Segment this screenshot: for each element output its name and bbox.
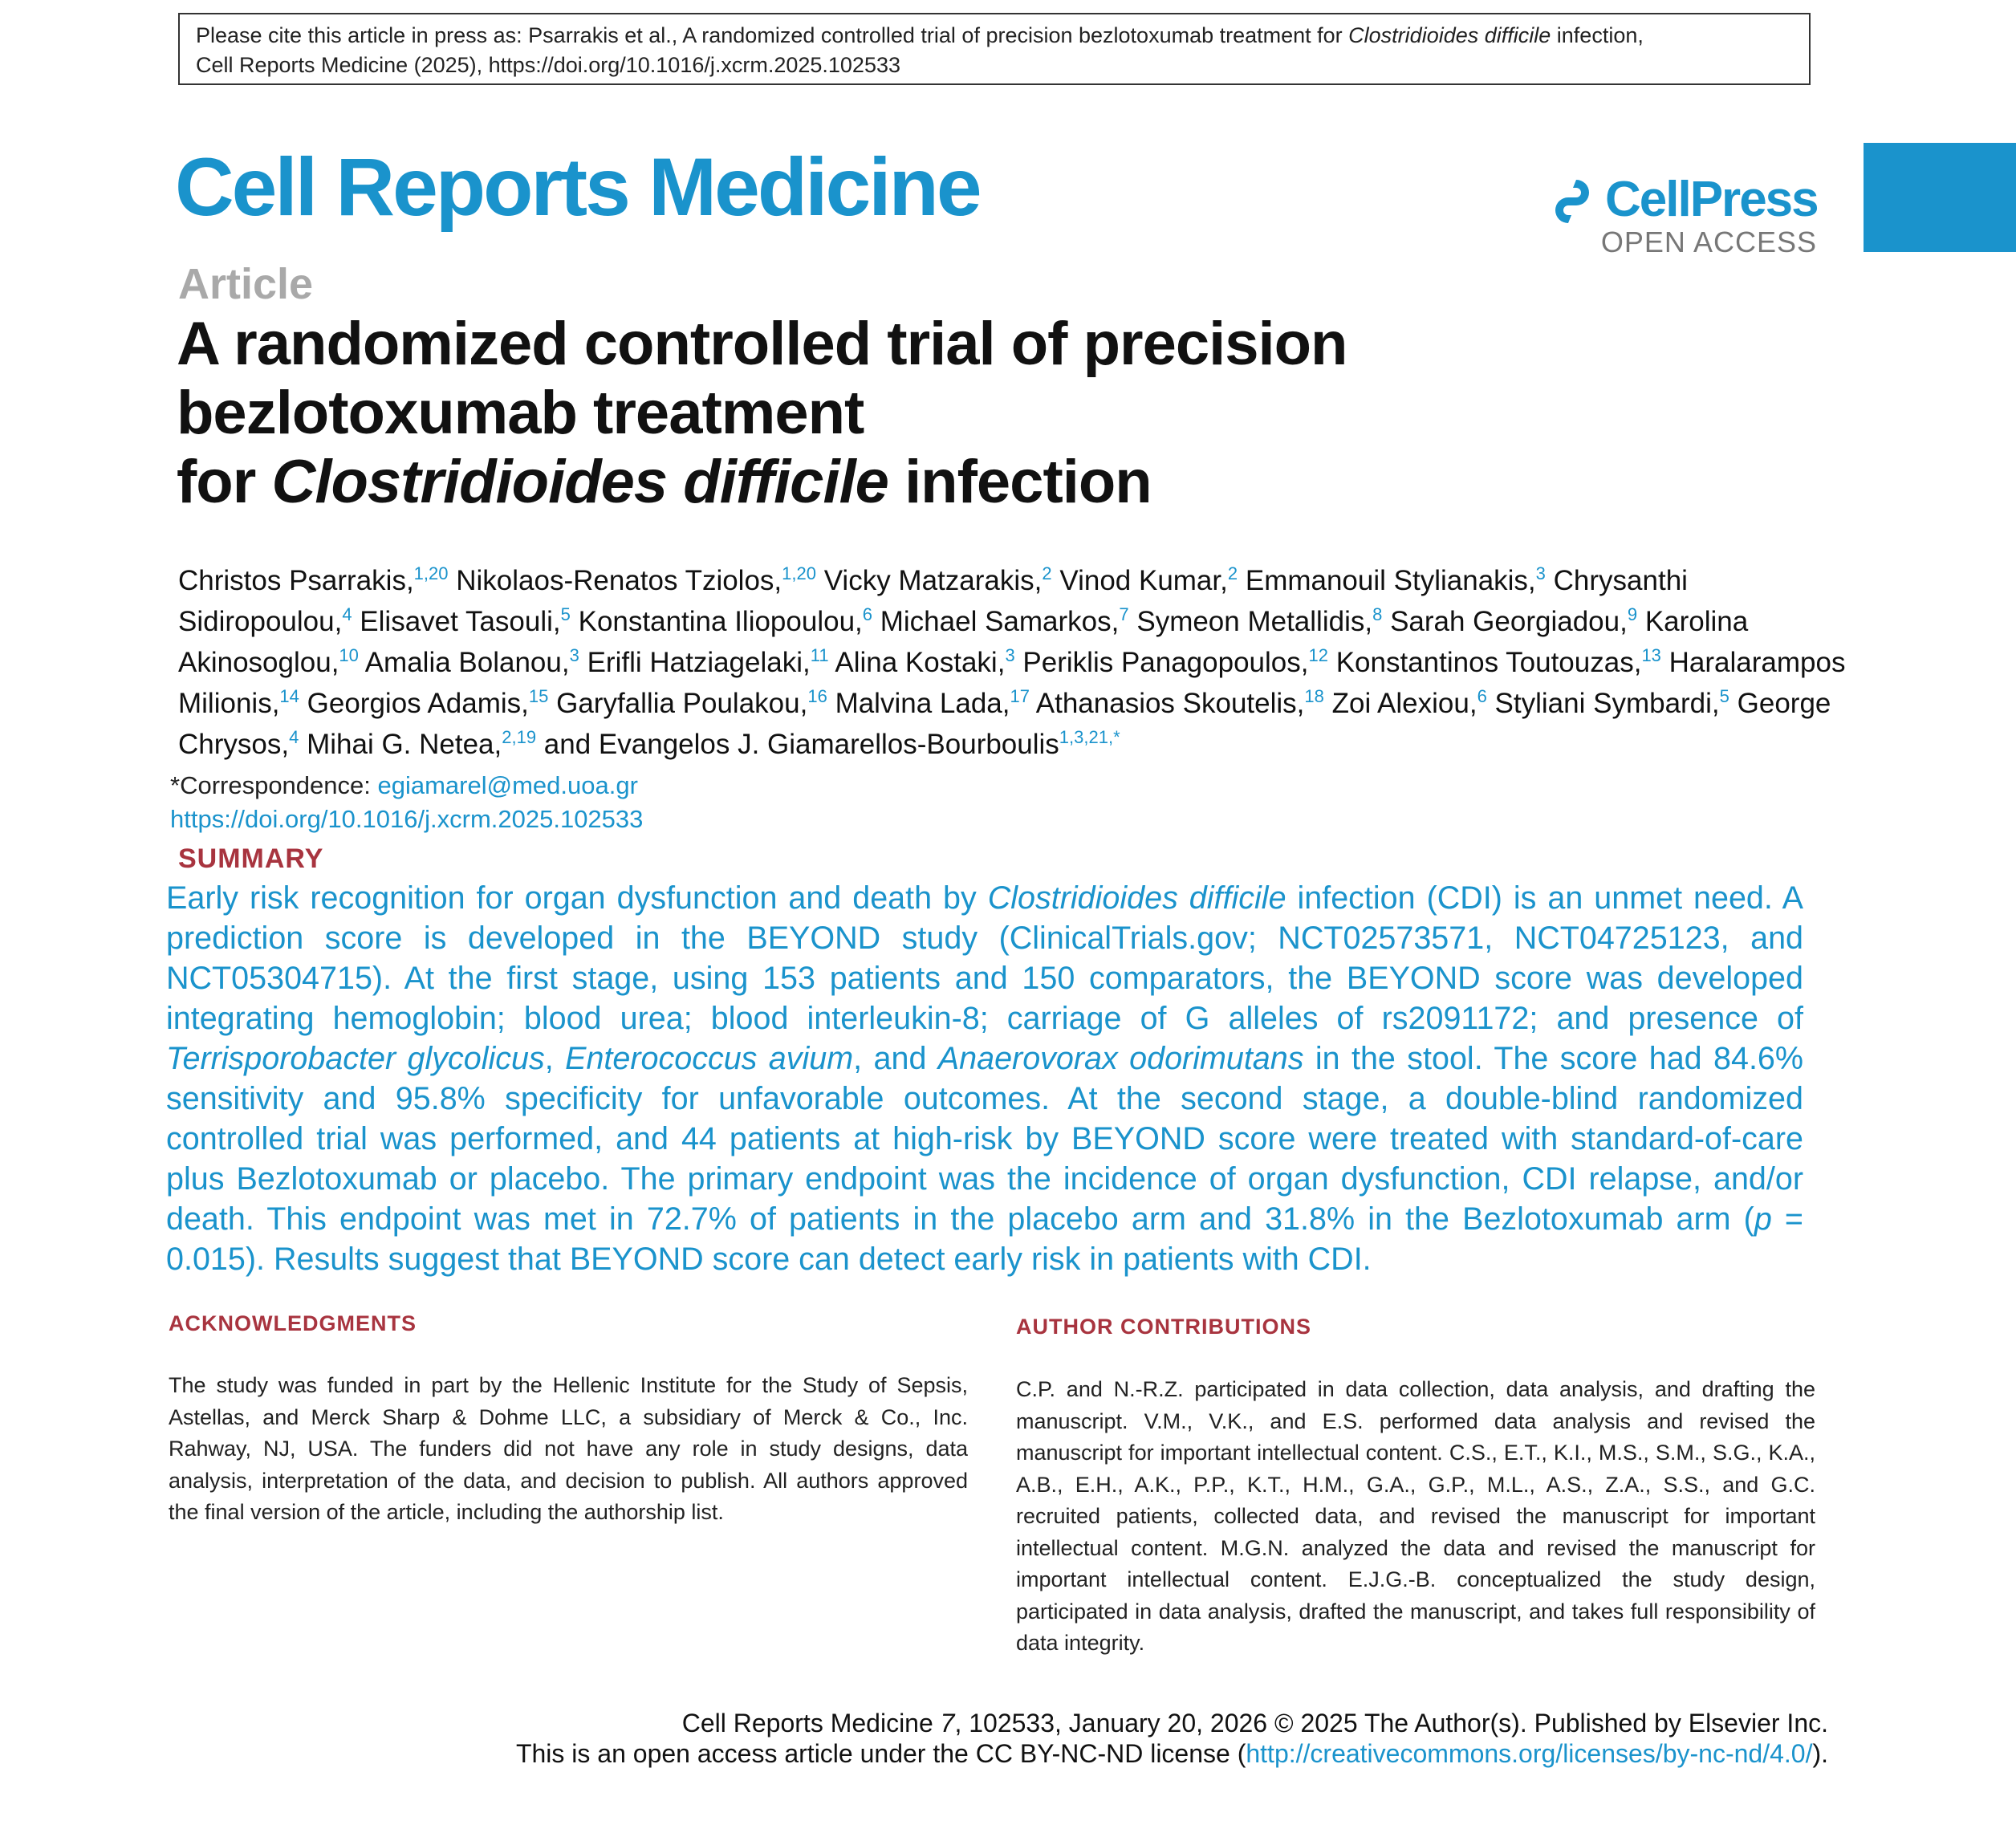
author-affiliation[interactable]: 14: [279, 686, 299, 706]
summary-italic: Enterococcus avium: [565, 1041, 854, 1076]
author-name: Periklis Panagopoulos,: [1022, 647, 1309, 678]
title-line-3b: infection: [888, 448, 1152, 516]
author-name: Alina Kostaki,: [835, 647, 1006, 678]
author-contributions-heading: AUTHOR CONTRIBUTIONS: [1016, 1315, 1311, 1339]
citation-line2: Cell Reports Medicine (2025), https://doi.org/10.1016/j.xcrm.2025.102533: [196, 53, 901, 77]
author-affiliation[interactable]: 3: [1005, 645, 1015, 665]
summary-italic: Clostridioides difficile: [987, 880, 1286, 916]
author-affiliation[interactable]: 10: [339, 645, 359, 665]
author-affiliation[interactable]: 6: [1477, 686, 1487, 706]
author-affiliation[interactable]: 5: [560, 604, 571, 624]
author-affiliation[interactable]: 1,20: [782, 563, 816, 583]
author-affiliation[interactable]: 13: [1641, 645, 1661, 665]
author-affiliation[interactable]: 4: [342, 604, 352, 624]
author-name: Amalia Bolanou,: [364, 647, 570, 678]
author-affiliation[interactable]: 3: [1535, 563, 1546, 583]
citation-prefix: Please cite this article in press as: Psarrakis et al., A randomized controlled trial of precision bezlotoxumab treatment for: [196, 23, 1349, 47]
footer-volume: 7: [940, 1709, 955, 1737]
author-name: Michael Samarkos,: [880, 606, 1120, 637]
correspondence: [170, 769, 643, 836]
author-name: Vinod Kumar,: [1059, 565, 1228, 596]
author-affiliation[interactable]: 17: [1010, 686, 1030, 706]
footer-journal: Cell Reports Medicine: [681, 1709, 941, 1737]
author-name: Zoi Alexiou,: [1331, 688, 1477, 719]
citation-suffix: infection,: [1551, 23, 1644, 47]
author-affiliation[interactable]: 15: [528, 686, 549, 706]
author-name: Malvina Lada,: [835, 688, 1010, 719]
title-line-3: [177, 448, 1701, 517]
author-name: Symeon Metallidis,: [1136, 606, 1373, 637]
author-affiliation[interactable]: 5: [1719, 686, 1729, 706]
summary-text: [166, 878, 1803, 1279]
title-line-2: bezlotoxumab treatment: [177, 379, 864, 447]
author-name: Styliani Symbardi,: [1494, 688, 1720, 719]
summary-part: in the stool. The score had 84.6% sensitivity and 95.8% specificity for unfavorable outcomes. At the second stage, a double-blind randomized controlled trial was performed, and 44 patients at high-risk by BEYOND score were treated with standard-of-care plus Bezlotoxumab or placebo. The primary endpoint was the incidence of organ dysfunction, CDI relapse, and/or death. This endpoint was met in 72.7% of patients in the placebo arm and 31.8% in the Bezlotoxumab arm (: [166, 1041, 1804, 1237]
citation-italic: Clostridioides difficile: [1348, 23, 1551, 47]
author-name: Georgios Adamis,: [307, 688, 529, 719]
acknowledgments-text: The study was funded in part by the Hellenic Institute for the Study of Sepsis, Astellas, and Merck Sharp & Dohme LLC, a subsidiary of Merck & Co., Inc. Rahway, NJ, USA. The funders did not have any role in study designs, data analysis, interpretation of the data, and decision to publish. All authors approved the final version of the article, including the authorship list.: [169, 1373, 968, 1524]
title-line-1: A randomized controlled trial of precision: [177, 310, 1347, 378]
author-affiliation[interactable]: 1,3,21,*: [1059, 727, 1120, 747]
author-affiliation[interactable]: 6: [862, 604, 873, 624]
author-affiliation[interactable]: 7: [1119, 604, 1129, 624]
summary-part: , and: [853, 1041, 938, 1076]
author-affiliation[interactable]: 2: [1042, 563, 1052, 583]
cellpress-name: CellPress: [1605, 172, 1818, 227]
author-affiliation[interactable]: 18: [1304, 686, 1324, 706]
footer-license-text: This is an open access article under the CC BY-NC-ND license (: [515, 1739, 1246, 1768]
title-italic: Clostridioides difficile: [271, 448, 888, 516]
summary-italic: Terrisporobacter glycolicus: [166, 1041, 545, 1076]
author-name: George Chrysos,: [178, 688, 1831, 760]
author-name: Konstantina Iliopoulou,: [578, 606, 863, 637]
author-list: [178, 557, 1847, 762]
title-line-3a: for: [177, 448, 272, 516]
author-affiliation[interactable]: 11: [810, 645, 829, 665]
author-affiliation[interactable]: 3: [569, 645, 579, 665]
summary-italic: p: [1754, 1201, 1772, 1237]
cellpress-logo[interactable]: [1544, 165, 1817, 270]
correspondence-label: *Correspondence:: [170, 771, 378, 799]
author-name: Konstantinos Toutouzas,: [1335, 647, 1642, 678]
author-affiliation[interactable]: 1,20: [413, 563, 449, 583]
author-name: Mihai G. Netea,: [307, 729, 502, 760]
author-name: Chrysanthi Sidiropoulou,: [178, 565, 1688, 637]
footer-details: , 102533, January 20, 2026 © 2025 The Author(s). Published by Elsevier Inc.: [954, 1709, 1828, 1737]
author-affiliation[interactable]: 2,19: [502, 727, 537, 747]
footer-license-end: ).: [1812, 1739, 1828, 1768]
author-name: Erifli Hatziagelaki,: [587, 647, 811, 678]
article-type: Article: [178, 260, 314, 308]
footer-line-1: [516, 1708, 1828, 1738]
license-link[interactable]: http://creativecommons.org/licenses/by-nc-nd/4.0/: [1246, 1739, 1813, 1768]
author-name: Nikolaos-Renatos Tziolos,: [456, 565, 782, 596]
author-contributions-text: C.P. and N.-R.Z. participated in data collection, data analysis, and drafting the manuscript. V.M., V.K., and E.S. performed data analysis and revised the manuscript for important intellectual content. C.S., E.T., K.I., M.S., S.M., S.G., K.A., A.B., E.H., A.K., P.P., K.T., H.M., G.A., G.P., M.L., A.S., Z.A., S.S., and G.C. recruited patients, collected data, and revised the manuscript for important intellectual content. M.G.N. analyzed the data and revised the manuscript for important intellectual content. E.J.G.-B. conceptualized the study design, participated in data analysis, drafted the manuscript, and takes full responsibility of data integrity.: [1016, 1377, 1815, 1655]
author-name: Vicky Matzarakis,: [823, 565, 1043, 596]
correspondence-email[interactable]: egiamarel@med.uoa.gr: [377, 771, 638, 799]
author-name: Sarah Georgiadou,: [1390, 606, 1628, 637]
author-affiliation[interactable]: 12: [1308, 645, 1328, 665]
summary-italic: Anaerovorax odorimutans: [937, 1041, 1304, 1076]
summary-part: ,: [544, 1041, 566, 1076]
summary-part: = 0.015). Results suggest that BEYOND score can detect early risk in patients with CDI.: [166, 1201, 1804, 1277]
author-affiliation[interactable]: 16: [807, 686, 827, 706]
author-name: Haralarampos Milionis,: [178, 647, 1846, 719]
journal-title: Cell Reports Medicine: [175, 141, 980, 233]
author-name: Emmanouil Stylianakis,: [1245, 565, 1536, 596]
author-affiliation[interactable]: 8: [1372, 604, 1383, 624]
author-name: Garyfallia Poulakou,: [556, 688, 808, 719]
author-affiliation[interactable]: 4: [289, 727, 299, 747]
citation-box: [178, 13, 1811, 85]
footer: [516, 1708, 1828, 1769]
author-name: and Evangelos J. Giamarellos-Bourboulis: [543, 729, 1059, 760]
summary-part: infection (CDI) is an unmet need. A prediction score is developed in the BEYOND study (ClinicalTrials.gov; NCT02573571, NCT04725123, and NCT05304715). At the first stage, using 153 patients and 150 comparators, the BEYOND score was developed integrating hemoglobin; blood urea; blood interleukin-8; carriage of G alleles of rs2091172; and presence of: [166, 880, 1803, 1036]
side-tab: [1864, 143, 2016, 252]
doi-link[interactable]: https://doi.org/10.1016/j.xcrm.2025.102533: [170, 805, 644, 833]
open-access-label: OPEN ACCESS: [1600, 226, 1817, 258]
summary-part: Early risk recognition for organ dysfunction and death by: [166, 880, 988, 916]
cellpress-logo-icon: [1544, 173, 1600, 230]
summary-heading: SUMMARY: [178, 843, 324, 874]
acknowledgments-heading: ACKNOWLEDGMENTS: [169, 1311, 417, 1335]
author-name: Athanasios Skoutelis,: [1035, 688, 1305, 719]
footer-line-2: [516, 1738, 1828, 1769]
author-name: Christos Psarrakis,: [178, 565, 414, 596]
article-title: [177, 310, 1701, 517]
author-name: Elisavet Tasouli,: [360, 606, 561, 637]
author-name: Karolina Akinosoglou,: [178, 606, 1749, 678]
author-affiliation[interactable]: 9: [1627, 604, 1638, 624]
author-affiliation[interactable]: 2: [1227, 563, 1238, 583]
